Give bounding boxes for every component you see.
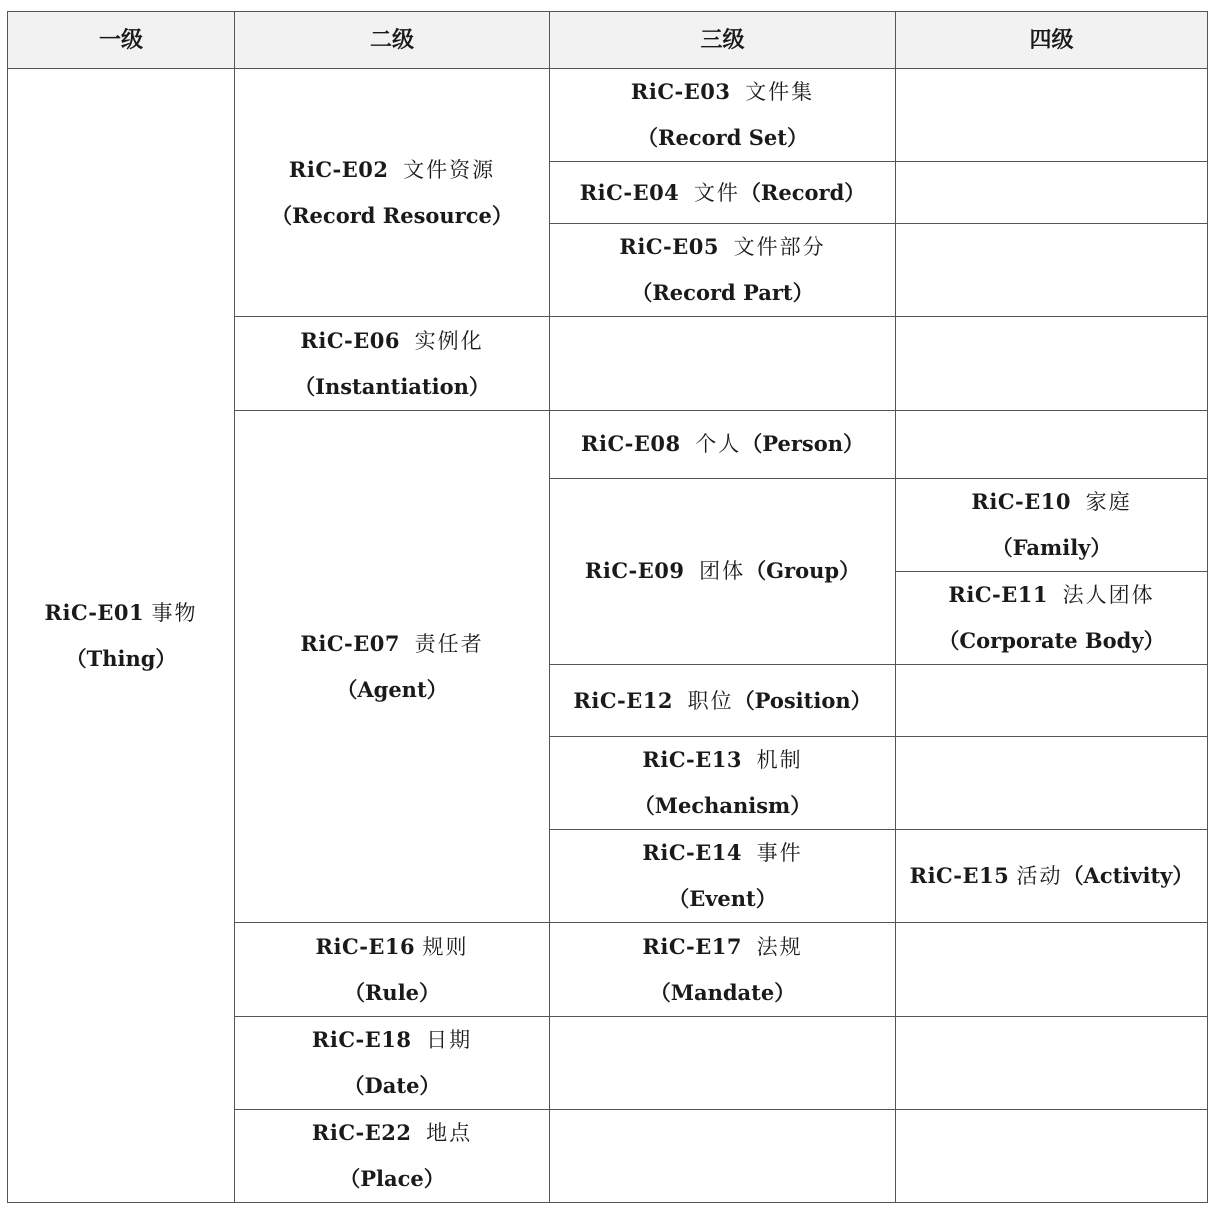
header-level-4: 四级	[896, 12, 1208, 69]
entity-zh-name: 文件部分	[733, 235, 826, 260]
entity-zh-name: 家庭	[1085, 489, 1132, 514]
cell-empty	[896, 224, 1208, 317]
entity-zh-name: 地点	[426, 1120, 473, 1145]
cell-e11-corporate-body	[896, 571, 1208, 664]
cell-empty	[896, 923, 1208, 1016]
cell-e10-family	[896, 478, 1208, 571]
entity-en-name: （Record）	[739, 179, 866, 205]
entity-code: RiC-E09	[584, 558, 685, 584]
cell-e17-mandate	[550, 923, 896, 1016]
entity-en-name: （Mandate）	[649, 979, 796, 1005]
cell-e16-rule	[235, 923, 550, 1016]
cell-e06-instantiation	[235, 317, 550, 410]
cell-e14-event	[550, 830, 896, 923]
entity-en-name: （Record Part）	[631, 280, 814, 306]
header-row	[8, 12, 1208, 69]
entity-code: RiC-E12	[573, 687, 673, 713]
cell-empty	[896, 162, 1208, 224]
cell-e07-agent	[235, 410, 550, 923]
entity-zh-name: 日期	[426, 1027, 473, 1052]
entity-en-name: （Record Set）	[637, 125, 808, 151]
entity-zh-name: 法人团体	[1062, 582, 1155, 607]
entity-zh-name: 规则	[422, 934, 469, 959]
entity-zh-name: 文件资源	[403, 157, 496, 182]
entity-zh-name: 实例化	[414, 328, 484, 353]
cell-e02-record-resource	[235, 69, 550, 317]
entity-en-name: （Activity）	[1062, 863, 1194, 889]
entity-code: RiC-E03	[630, 79, 731, 105]
cell-empty	[550, 1109, 896, 1202]
entity-code: RiC-E07	[300, 630, 400, 656]
entity-zh-name: 活动	[1016, 864, 1063, 889]
entity-code: RiC-E14	[642, 840, 742, 866]
entity-zh-name: 事物	[151, 600, 198, 625]
entity-code: RiC-E16	[315, 933, 416, 959]
entity-en-name: （Agent）	[336, 676, 448, 702]
cell-e05-record-part	[550, 224, 896, 317]
entity-code: RiC-E22	[311, 1119, 412, 1145]
cell-e08-person	[550, 410, 896, 478]
entity-code: RiC-E06	[300, 327, 400, 353]
cell-empty	[550, 317, 896, 410]
entity-zh-name: 机制	[756, 748, 803, 773]
entity-en-name: （Corporate Body）	[938, 627, 1165, 653]
entity-zh-name: 责任者	[414, 631, 484, 656]
entity-code: RiC-E05	[619, 234, 719, 260]
entity-code: RiC-E17	[642, 933, 742, 959]
entity-en-name: （Person）	[741, 431, 864, 457]
table-row	[8, 69, 1208, 162]
entity-code: RiC-E02	[288, 156, 389, 182]
entity-code: RiC-E11	[948, 581, 1048, 607]
entity-en-name: （Group）	[745, 558, 861, 584]
entity-zh-name: 法规	[756, 934, 803, 959]
cell-e04-record	[550, 162, 896, 224]
entity-code: RiC-E04	[579, 179, 680, 205]
entity-en-name: （Date）	[343, 1072, 441, 1098]
cell-empty	[550, 1016, 896, 1109]
cell-e12-position	[550, 665, 896, 737]
cell-empty	[896, 1016, 1208, 1109]
header-level-2: 二级	[235, 12, 550, 69]
cell-e22-place	[235, 1109, 550, 1202]
cell-empty	[896, 665, 1208, 737]
entity-code: RiC-E18	[311, 1026, 412, 1052]
entity-zh-name: 事件	[756, 841, 803, 866]
entity-zh-name: 职位	[687, 688, 734, 713]
entity-zh-name: 文件	[693, 180, 740, 205]
header-level-1: 一级	[8, 12, 235, 69]
entity-code: RiC-E13	[642, 747, 742, 773]
cell-empty	[896, 317, 1208, 410]
entity-en-name: （Record Resource）	[271, 202, 513, 228]
entity-code: RiC-E01	[44, 599, 145, 625]
entity-en-name: （Event）	[668, 886, 777, 912]
cell-e18-date	[235, 1016, 550, 1109]
entity-en-name: （Thing）	[65, 645, 177, 671]
cell-e13-mechanism	[550, 737, 896, 830]
cell-e01-thing	[8, 69, 235, 1203]
cell-empty	[896, 410, 1208, 478]
entity-en-name: （Mechanism）	[633, 793, 812, 819]
entity-code: RiC-E10	[971, 488, 1071, 514]
entity-en-name: （Family）	[991, 534, 1112, 560]
header-level-3: 三级	[550, 12, 896, 69]
cell-e09-group	[550, 478, 896, 664]
entity-zh-name: 团体	[699, 559, 746, 584]
entity-en-name: （Position）	[733, 687, 872, 713]
cell-empty	[896, 737, 1208, 830]
entity-code: RiC-E15	[909, 863, 1010, 889]
entity-zh-name: 个人	[695, 432, 742, 457]
cell-empty	[896, 1109, 1208, 1202]
entity-en-name: （Rule）	[343, 979, 441, 1005]
entity-en-name: （Instantiation）	[294, 373, 490, 399]
cell-e03-record-set	[550, 69, 896, 162]
entity-code: RiC-E08	[581, 431, 681, 457]
entity-en-name: （Place）	[339, 1165, 445, 1191]
ric-entity-hierarchy-table	[7, 11, 1208, 1203]
entity-zh-name: 文件集	[745, 80, 815, 105]
cell-empty	[896, 69, 1208, 162]
cell-e15-activity	[896, 830, 1208, 923]
